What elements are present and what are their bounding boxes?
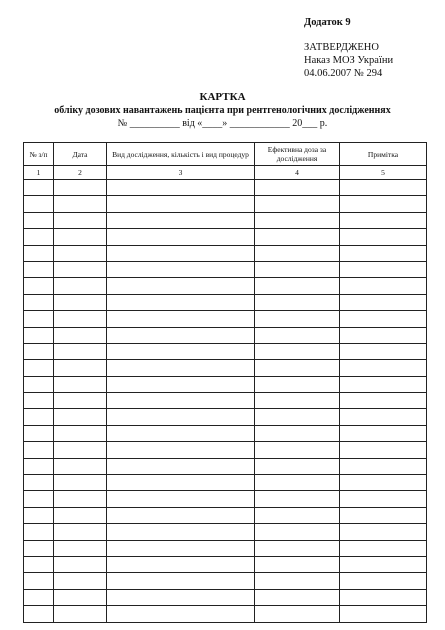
table-cell: [107, 524, 255, 540]
table-cell: [107, 196, 255, 212]
table-cell: [340, 573, 427, 589]
table-cell: [54, 458, 107, 474]
table-cell: [255, 294, 340, 310]
table-cell: [54, 327, 107, 343]
table-cell: [54, 360, 107, 376]
table-cell: [54, 442, 107, 458]
table-cell: [54, 180, 107, 196]
table-cell: [340, 376, 427, 392]
table-cell: [54, 376, 107, 392]
table-cell: [340, 589, 427, 605]
table-cell: [255, 327, 340, 343]
table-cell: [107, 360, 255, 376]
table-cell: [24, 589, 54, 605]
table-cell: [107, 507, 255, 523]
table-row: [24, 245, 427, 261]
table-cell: [340, 606, 427, 622]
table-cell: [255, 573, 340, 589]
table-cell: [107, 442, 255, 458]
column-number: 2: [54, 166, 107, 180]
table-row: [24, 212, 427, 228]
order-label: Наказ МОЗ України: [304, 55, 394, 66]
table-cell: [255, 360, 340, 376]
table-cell: [54, 409, 107, 425]
table-row: [24, 507, 427, 523]
table-cell: [54, 540, 107, 556]
table-cell: [340, 491, 427, 507]
table-cell: [54, 212, 107, 228]
table-cell: [24, 524, 54, 540]
table-cell: [107, 343, 255, 359]
table-cell: [54, 606, 107, 622]
table-cell: [107, 425, 255, 441]
table-cell: [340, 458, 427, 474]
table-cell: [107, 376, 255, 392]
table-cell: [54, 491, 107, 507]
table-cell: [24, 327, 54, 343]
table-cell: [255, 589, 340, 605]
table-cell: [24, 606, 54, 622]
table-cell: [107, 327, 255, 343]
table-cell: [54, 393, 107, 409]
table-cell: [54, 294, 107, 310]
table-cell: [107, 261, 255, 277]
table-row: [24, 524, 427, 540]
table-cell: [54, 229, 107, 245]
table-cell: [107, 229, 255, 245]
table-cell: [107, 589, 255, 605]
approved-label: ЗАТВЕРДЖЕНО: [304, 42, 379, 53]
table-row: [24, 360, 427, 376]
table-cell: [340, 294, 427, 310]
table-cell: [255, 196, 340, 212]
table-cell: [340, 409, 427, 425]
column-header-procedure: Вид дослідження, кількість і вид процедур: [107, 143, 255, 166]
table-cell: [107, 491, 255, 507]
table-cell: [24, 475, 54, 491]
table-row: [24, 196, 427, 212]
table-cell: [107, 475, 255, 491]
table-header-row: [24, 143, 427, 166]
column-number: 1: [24, 166, 54, 180]
table-row: [24, 606, 427, 622]
dose-record-table: [23, 142, 427, 623]
table-cell: [24, 245, 54, 261]
table-cell: [255, 458, 340, 474]
table-cell: [255, 261, 340, 277]
table-cell: [255, 311, 340, 327]
table-row: [24, 442, 427, 458]
column-header-number: № з/п: [24, 143, 54, 166]
table-cell: [24, 294, 54, 310]
table-row: [24, 261, 427, 277]
form-title: КАРТКА: [199, 91, 246, 103]
table-cell: [54, 311, 107, 327]
table-cell: [255, 343, 340, 359]
table-cell: [255, 376, 340, 392]
order-date-number: 04.06.2007 № 294: [304, 68, 383, 79]
table-cell: [24, 343, 54, 359]
table-cell: [54, 196, 107, 212]
table-cell: [107, 180, 255, 196]
table-cell: [340, 540, 427, 556]
table-row: [24, 556, 427, 572]
table-cell: [340, 425, 427, 441]
table-row: [24, 540, 427, 556]
table-cell: [54, 245, 107, 261]
table-row: [24, 180, 427, 196]
table-cell: [24, 540, 54, 556]
table-cell: [340, 360, 427, 376]
table-row: [24, 278, 427, 294]
table-cell: [107, 606, 255, 622]
table-cell: [340, 245, 427, 261]
form-heading: [0, 91, 445, 130]
table-cell: [107, 212, 255, 228]
table-cell: [107, 278, 255, 294]
card-number-line: № __________ від «____» ____________ 20___ р.: [117, 118, 328, 129]
table-cell: [54, 573, 107, 589]
table-cell: [24, 458, 54, 474]
table-cell: [255, 425, 340, 441]
table-cell: [54, 278, 107, 294]
table-cell: [340, 442, 427, 458]
table-cell: [340, 343, 427, 359]
table-cell: [340, 524, 427, 540]
table-cell: [54, 556, 107, 572]
table-cell: [24, 311, 54, 327]
table-cell: [24, 229, 54, 245]
table-cell: [255, 507, 340, 523]
form-subtitle: обліку дозових навантажень пацієнта при рентгенологічних дослідженнях: [54, 105, 391, 116]
approval-stamp: [304, 16, 440, 80]
table-row: [24, 425, 427, 441]
table-cell: [340, 180, 427, 196]
annex-label: Додаток 9: [304, 17, 351, 28]
table-cell: [255, 491, 340, 507]
table-cell: [24, 180, 54, 196]
column-number: 4: [255, 166, 340, 180]
table-cell: [107, 573, 255, 589]
table-cell: [340, 327, 427, 343]
table-cell: [54, 475, 107, 491]
table-cell: [54, 343, 107, 359]
table-row: [24, 589, 427, 605]
table-cell: [24, 360, 54, 376]
column-header-date: Дата: [54, 143, 107, 166]
table-cell: [24, 507, 54, 523]
table-cell: [107, 311, 255, 327]
table-cell: [24, 212, 54, 228]
table-row: [24, 475, 427, 491]
column-number: 5: [340, 166, 427, 180]
table-cell: [340, 311, 427, 327]
table-cell: [340, 229, 427, 245]
table-cell: [255, 475, 340, 491]
table-cell: [54, 261, 107, 277]
table-cell: [24, 409, 54, 425]
table-cell: [107, 409, 255, 425]
table-cell: [340, 507, 427, 523]
table-cell: [255, 409, 340, 425]
table-cell: [340, 393, 427, 409]
table-row: [24, 458, 427, 474]
table-cell: [340, 261, 427, 277]
table-cell: [255, 524, 340, 540]
table-cell: [107, 294, 255, 310]
table-cell: [255, 393, 340, 409]
table-cell: [340, 196, 427, 212]
table-row: [24, 573, 427, 589]
table-cell: [24, 278, 54, 294]
table-row: [24, 294, 427, 310]
table-cell: [107, 458, 255, 474]
table-cell: [255, 556, 340, 572]
table-row: [24, 343, 427, 359]
column-number: 3: [107, 166, 255, 180]
table-cell: [340, 278, 427, 294]
table-cell: [107, 245, 255, 261]
table-cell: [54, 425, 107, 441]
table-cell: [54, 507, 107, 523]
table-cell: [24, 442, 54, 458]
table-cell: [24, 376, 54, 392]
table-row: [24, 491, 427, 507]
table-cell: [255, 245, 340, 261]
table-cell: [255, 540, 340, 556]
table-cell: [24, 491, 54, 507]
table-cell: [24, 196, 54, 212]
table-row: [24, 393, 427, 409]
table-cell: [107, 393, 255, 409]
table-cell: [255, 606, 340, 622]
table-cell: [54, 589, 107, 605]
table-cell: [340, 475, 427, 491]
table-cell: [255, 229, 340, 245]
table-cell: [24, 261, 54, 277]
column-header-note: Примітка: [340, 143, 427, 166]
table-cell: [255, 180, 340, 196]
table-row: [24, 229, 427, 245]
table-cell: [255, 278, 340, 294]
table-row: [24, 376, 427, 392]
table-cell: [107, 540, 255, 556]
table-row: [24, 327, 427, 343]
table-cell: [340, 212, 427, 228]
table-cell: [24, 556, 54, 572]
table-cell: [24, 425, 54, 441]
table-row: [24, 311, 427, 327]
table-cell: [255, 212, 340, 228]
table-cell: [24, 393, 54, 409]
table-row: [24, 409, 427, 425]
column-header-dose: Ефективна доза за дослідження: [255, 143, 340, 166]
table-cell: [107, 556, 255, 572]
table-cell: [340, 556, 427, 572]
table-cell: [255, 442, 340, 458]
table-cell: [54, 524, 107, 540]
table-cell: [24, 573, 54, 589]
column-number-row: [24, 166, 427, 180]
